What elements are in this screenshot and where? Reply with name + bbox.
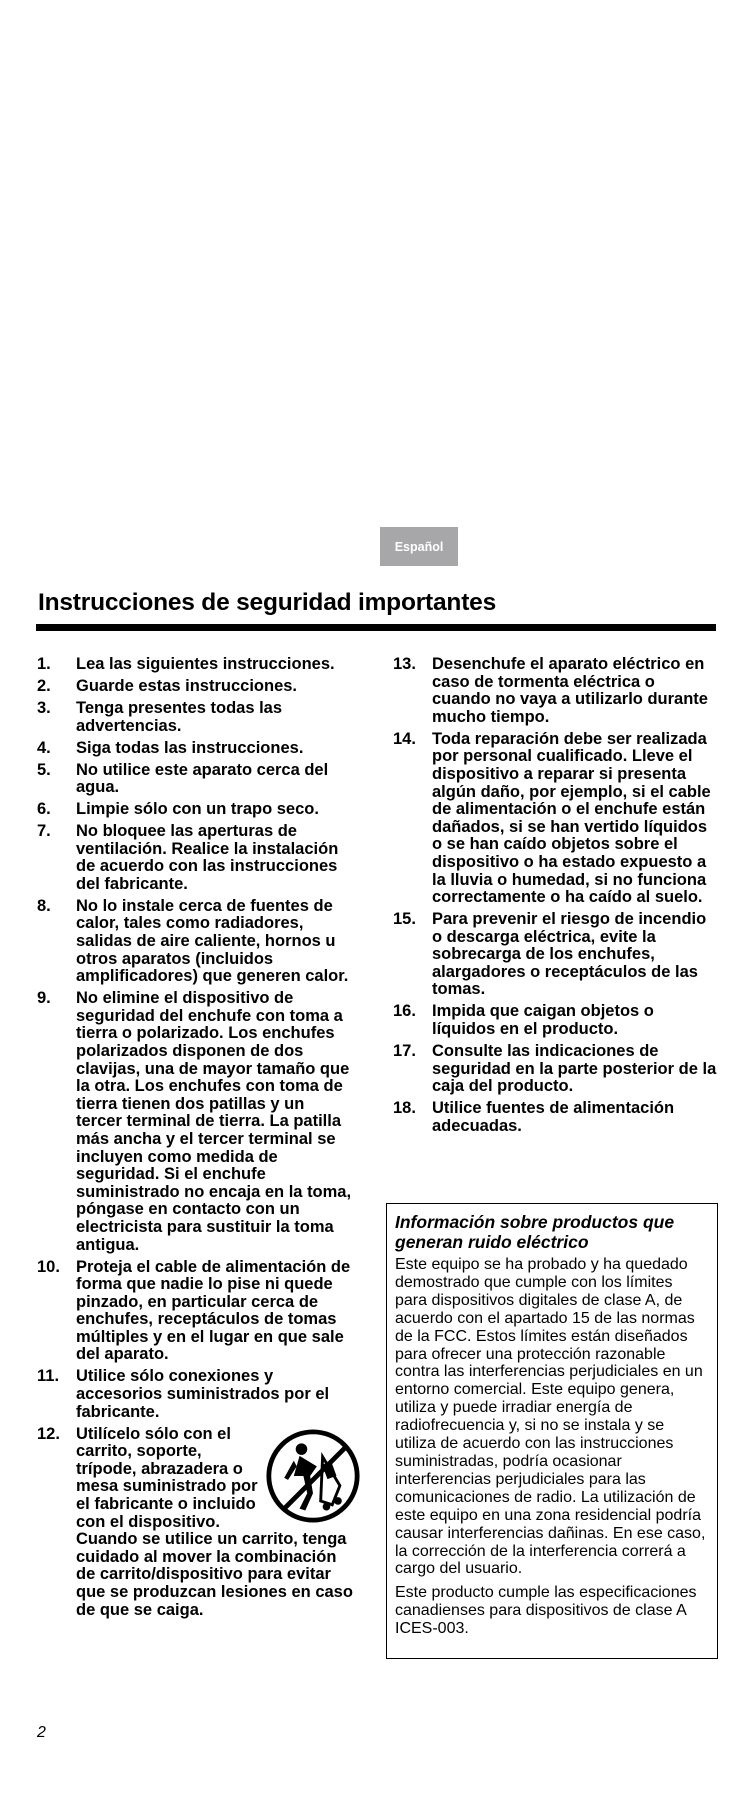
instruction-item: 10. Proteja el cable de alimentación de forma que nadie lo pise ni quede pinzado, en particular cerca de enchufes, receptáculos de tomas múltiples y en el lugar en que sale del aparato. — [37, 1257, 351, 1364]
fcc-info-box — [386, 1203, 718, 1659]
instruction-item: 14. Toda reparación debe ser realizada por personal cualificado. Lleve el dispositivo a reparar si presenta algún daño, por ejemplo, si el cable de alimentación o el enchufe están dañados, si se han vertido líquidos o se han caído objetos sobre el dispositivo o ha estado expuesto a la lluvia o humedad, si no funciona correctamente o ha caído al suelo. — [393, 729, 711, 907]
title-rule — [36, 624, 716, 631]
instruction-item: 12. Utilícelo sólo con el carrito, soporte, trípode, abrazadera o mesa suministrado por el fabricante o incluido con el dispositivo. Cuando se utilice un carrito, tenga cuidado al mover la combinación de carrito/dispositivo para evitar que se produzcan lesiones en caso de que se caiga. — [37, 1426, 353, 1620]
instruction-item: 8. No lo instale cerca de fuentes de calor, tales como radiadores, salidas de aire caliente, hornos u otros aparatos (incluidos amplificadores) que generen calor. — [37, 896, 349, 986]
instruction-item: 17. Consulte las indicaciones de seguridad en la parte posterior de la caja del producto. — [393, 1042, 717, 1096]
info-box-paragraph: Este producto cumple las especificaciones canadienses para dispositivos de clase A ICES-003. — [395, 1584, 697, 1638]
info-box-paragraph: Este equipo se ha probado y ha quedado demostrado que cumple con los límites para dispositivos digitales de clase A, de acuerdo con el apartado 15 de las normas de la FCC. Estos límites están diseñados para ofrecer una protección razonable contra las interferencias perjudiciales en un entorno comercial. Este equipo genera, utiliza y puede irradiar energía de radiofrecuencia y, si no se instala y se utiliza de acuerdo con las instrucciones suministradas, podría ocasionar interferencias perjudiciales para las comunicaciones de radio. La utilización de este equipo en una zona residencial podría causar interferencias dañinas. En ese caso, la corrección de la interferencia correrá a cargo del usuario. — [395, 1256, 706, 1578]
instruction-item: 4. Siga todas las instrucciones. — [37, 738, 304, 757]
instruction-item: 9. No elimine el dispositivo de seguridad del enchufe con toma a tierra o polarizado. Los enchufes polarizados disponen de dos clavijas, una de mayor tamaño que la otra. Los enchufes con toma de tierra tienen dos patillas y un tercer terminal de tierra. La patilla más ancha y el tercer terminal se incluyen como medida de seguridad. Si el enchufe suministrado no encaja en la toma, póngase en contacto con un electricista para sustituir la toma antigua. — [37, 989, 352, 1254]
instructions-column-right — [393, 656, 718, 1140]
page-title: Instrucciones de seguridad importantes — [38, 589, 497, 616]
instruction-item: 6. Limpie sólo con un trapo seco. — [37, 800, 319, 819]
instruction-item: 7. No bloquee las aperturas de ventilación. Realice la instalación de acuerdo con las instrucciones del fabricante. — [37, 822, 339, 893]
instruction-item: 1. Lea las siguientes instrucciones. — [37, 655, 335, 673]
instruction-item: 18. Utilice fuentes de alimentación adecuadas. — [393, 1099, 675, 1135]
instruction-item: 5. No utilice este aparato cerca del agua. — [37, 760, 329, 797]
instruction-item: 13. Desenchufe el aparato eléctrico en caso de tormenta eléctrica o cuando no vaya a utilizarlo durante mucho tiempo. — [393, 655, 708, 726]
info-box-title: Información sobre productos que generan ruido eléctrico — [395, 1212, 675, 1252]
instructions-column-left — [37, 656, 353, 1624]
instruction-item: 3. Tenga presentes todas las advertencias. — [37, 698, 283, 735]
cart-tipover-warning-icon — [265, 1428, 361, 1524]
instruction-item: 2. Guarde estas instrucciones. — [37, 676, 298, 695]
language-tab: Español — [380, 527, 458, 566]
page-number: 2 — [37, 1724, 46, 1741]
instruction-item: 16. Impida que caigan objetos o líquidos en el producto. — [393, 1002, 654, 1039]
instruction-item: 11. Utilice sólo conexiones y accesorios suministrados por el fabricante. — [37, 1367, 330, 1421]
instruction-item: 15. Para prevenir el riesgo de incendio o descarga eléctrica, evite la sobrecarga de los enchufes, alargadores o receptáculos de las tomas. — [393, 910, 707, 999]
